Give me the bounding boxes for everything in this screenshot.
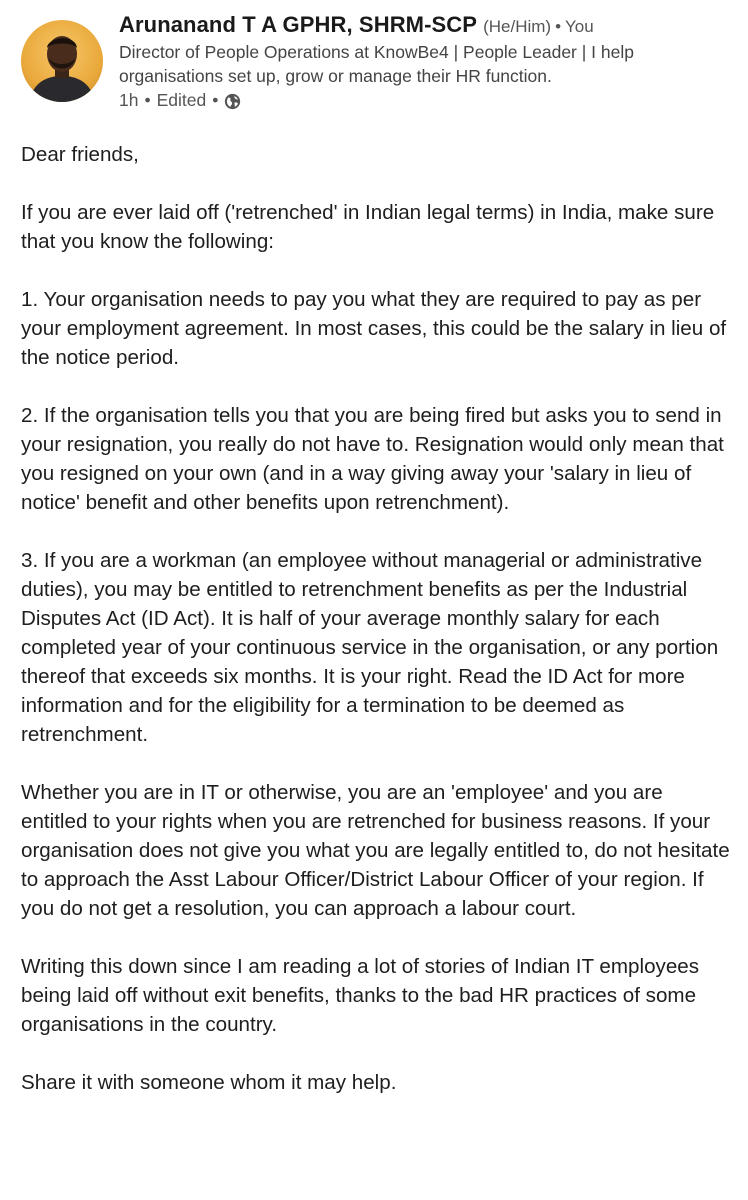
post-paragraph: Share it with someone whom it may help.: [21, 1071, 397, 1094]
globe-icon: [224, 92, 241, 109]
avatar[interactable]: [21, 20, 103, 102]
post-paragraph: Writing this down since I am reading a lot of stories of Indian IT employees being laid off without exit benefits, thanks to the bad HR practices of some organisations in the country.: [21, 955, 700, 1036]
author-name[interactable]: Arunanand T A GPHR, SHRM-SCP: [119, 12, 478, 37]
avatar-photo: [21, 20, 103, 102]
post-paragraph: 3. If you are a workman (an employee without managerial or administrative duties), you may be entitled to retrenchment benefits as per the Industrial Disputes Act (ID Act). It is half of your average monthly salary for each completed year of your continuous service in the organisation, or any portion thereof that exceeds six months. It is your right. Read the ID Act for more information and for the eligibility for a termination to be deemed as retrenchment.: [21, 549, 719, 746]
post-paragraph: If you are ever laid off ('retrenched' in Indian legal terms) in India, make sure that you know the following:: [21, 201, 715, 253]
name-separator: •: [555, 17, 562, 36]
post-body: [21, 140, 733, 1097]
author-headline: Director of People Operations at KnowBe4 | People Leader | I help organisations set up, grow or manage their HR function.: [119, 42, 634, 86]
post-paragraph: 1. Your organisation needs to pay you what they are required to pay as per your employment agreement. In most cases, this could be the salary in lieu of the notice period.: [21, 288, 727, 369]
edited-label: Edited: [156, 90, 207, 110]
post-paragraph: Dear friends,: [21, 143, 139, 166]
connection-degree: You: [565, 17, 594, 36]
post-paragraph: 2. If the organisation tells you that you are being fired but asks you to send in your resignation, you really do not have to. Resignation would only mean that you resigned on your own (and in a way giving away your 'salary in lieu of notice' benefit and other benefits upon retrenchment).: [21, 404, 724, 514]
author-pronouns: (He/Him): [483, 17, 552, 36]
meta-separator: •: [212, 90, 219, 110]
author-info: [119, 10, 735, 112]
post-meta: [119, 88, 735, 112]
post-header: [21, 10, 733, 118]
post-time: 1h: [119, 90, 139, 110]
author-name-line: [119, 10, 735, 40]
post-paragraph: Whether you are in IT or otherwise, you are an 'employee' and you are entitled to your rights when you are retrenched for business reasons. If your organisation does not give you what you are legally entitled to, do not hesitate to approach the Asst Labour Officer/District Labour Officer of your region. If you do not get a resolution, you can approach a labour court.: [21, 781, 730, 920]
meta-separator: •: [144, 90, 151, 110]
